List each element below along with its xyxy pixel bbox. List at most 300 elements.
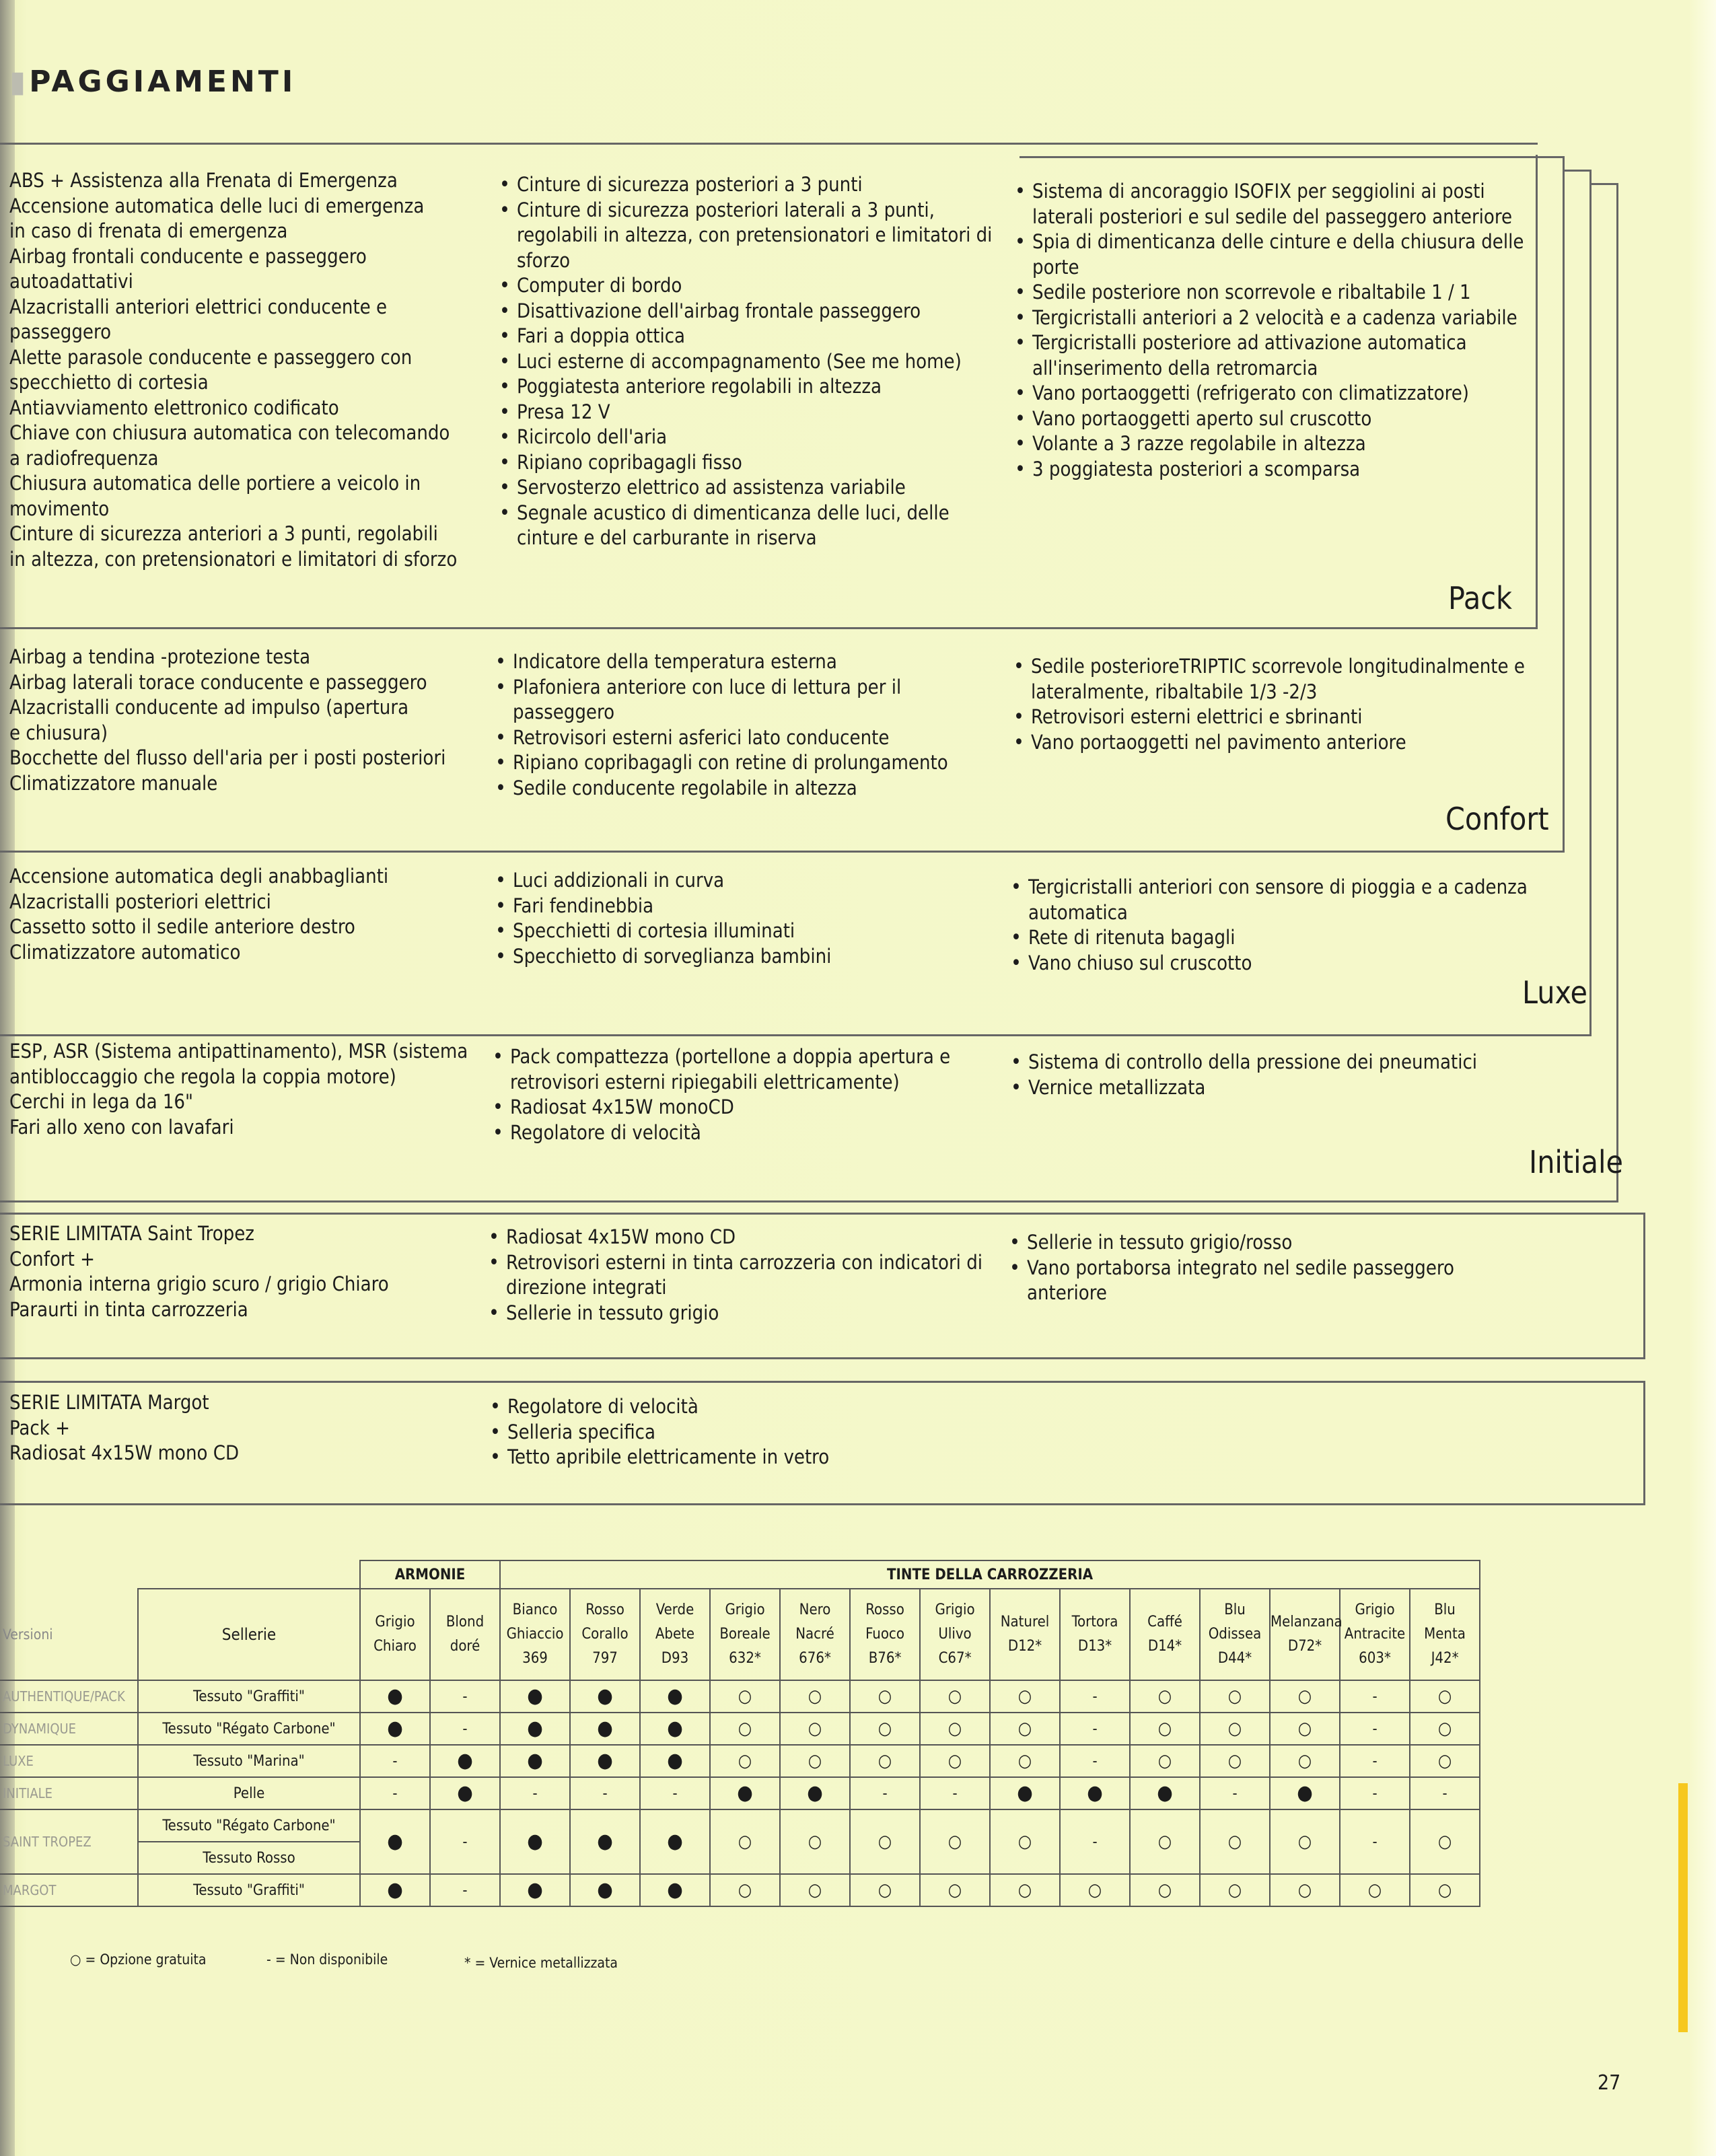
- yellow-tab-marker: [1678, 1783, 1688, 2032]
- equipment-item: • Vano portaoggetti aperto sul cruscotto: [1015, 406, 1526, 432]
- table-row: [0, 1809, 1480, 1842]
- equipment-item: • Vano chiuso sul cruscotto: [1011, 951, 1536, 976]
- optional-circle-icon: ○: [878, 1880, 892, 1900]
- tinta-column-header: Verde Abete D93: [640, 1589, 710, 1680]
- page-edge: [1689, 0, 1716, 2156]
- initiale-bracket-side: [1616, 183, 1618, 1202]
- optional-circle-icon: ○: [808, 1686, 822, 1706]
- unavailable-dash-icon: -: [602, 1785, 608, 1802]
- equipment-item: • Tergicristalli posteriore ad attivazione automatica all'inserimento della retromarcia: [1015, 330, 1526, 381]
- availability-cell: [780, 1777, 850, 1809]
- availability-cell: [1130, 1745, 1200, 1777]
- availability-cell: [1340, 1874, 1410, 1906]
- unavailable-dash-icon: -: [1232, 1785, 1238, 1802]
- pack-bracket-top: [0, 143, 1538, 145]
- equipment-line: Alzacristalli posteriori elettrici: [9, 890, 271, 913]
- equipment-item: • Vano portaborsa integrato nel sedile passeggero anteriore: [1009, 1256, 1534, 1306]
- equipment-line: Alette parasole conducente e passeggero con: [9, 345, 413, 369]
- equipment-line: autoadattativi: [9, 270, 133, 293]
- equipment-line: Armonia interna grigio scuro / grigio Chiaro: [9, 1272, 389, 1295]
- unavailable-dash-icon: -: [1372, 1785, 1378, 1802]
- optional-circle-icon: ○: [1017, 1751, 1032, 1771]
- availability-cell: [360, 1713, 430, 1745]
- standard-dot-icon: ●: [597, 1749, 613, 1772]
- optional-circle-icon: ○: [948, 1719, 962, 1739]
- optional-circle-icon: ○: [948, 1832, 962, 1852]
- tinta-column-header: Naturel D12*: [990, 1589, 1060, 1680]
- equipment-line: Pack +: [9, 1416, 71, 1439]
- tinta-column-header: Rosso Fuoco B76*: [850, 1589, 920, 1680]
- equipment-line: e chiusura): [9, 721, 108, 744]
- availability-cell: [360, 1809, 430, 1874]
- optional-circle-icon: ○: [1297, 1832, 1312, 1852]
- availability-cell: [710, 1809, 780, 1874]
- optional-circle-icon: ○: [1297, 1751, 1312, 1771]
- standard-dot-icon: ●: [1157, 1781, 1173, 1805]
- sellerie-cell: Tessuto "Régato Carbone": [138, 1809, 360, 1842]
- equipment-item: • Sellerie in tessuto grigio: [489, 1301, 987, 1326]
- confort-bracket-top: [1020, 156, 1565, 158]
- availability-cell: [1200, 1777, 1270, 1809]
- tinta-column-header: Grigio Antracite 603*: [1340, 1589, 1410, 1680]
- unavailable-dash-icon: -: [672, 1785, 678, 1802]
- sellerie-cell: Tessuto "Marina": [138, 1745, 360, 1777]
- availability-cell: [1340, 1713, 1410, 1745]
- availability-cell: [1060, 1777, 1130, 1809]
- version-cell: AUTHENTIQUE/PACK: [0, 1680, 138, 1713]
- availability-cell: [640, 1680, 710, 1713]
- sellerie-cell: Tessuto "Régato Carbone": [138, 1713, 360, 1745]
- optional-circle-icon: ○: [808, 1880, 822, 1900]
- availability-cell: [500, 1809, 570, 1874]
- equipment-item: • Radiosat 4x15W mono CD: [489, 1225, 987, 1250]
- group-armonie-header: ARMONIE: [360, 1560, 500, 1589]
- availability-cell: [1200, 1745, 1270, 1777]
- unavailable-dash-icon: -: [462, 1688, 468, 1705]
- optional-circle-icon: ○: [738, 1832, 752, 1852]
- availability-cell: [990, 1874, 1060, 1906]
- optional-circle-icon: ○: [948, 1880, 962, 1900]
- standard-dot-icon: ●: [1017, 1781, 1033, 1805]
- availability-cell: [1130, 1809, 1200, 1874]
- table-row: [0, 1777, 1480, 1809]
- standard-dot-icon: ●: [667, 1717, 683, 1740]
- equipment-line: passeggero: [9, 320, 112, 343]
- optional-circle-icon: ○: [1017, 1719, 1032, 1739]
- unavailable-dash-icon: -: [1092, 1753, 1098, 1770]
- optional-circle-icon: ○: [738, 1880, 752, 1900]
- availability-cell: [640, 1777, 710, 1809]
- availability-cell: [850, 1874, 920, 1906]
- optional-circle-icon: ○: [1297, 1719, 1312, 1739]
- availability-cell: [990, 1809, 1060, 1874]
- equipment-line: Antiavviamento elettronico codificato: [9, 396, 339, 419]
- availability-cell: [570, 1874, 640, 1906]
- optional-circle-icon: ○: [948, 1751, 962, 1771]
- equipment-item: • Vernice metallizzata: [1011, 1075, 1536, 1101]
- luxe-bracket-top: [1565, 170, 1592, 172]
- luxe-label: Luxe: [1522, 974, 1588, 1011]
- saint-tropez-middle-column: [489, 1225, 987, 1326]
- sellerie-header: Sellerie: [138, 1589, 360, 1680]
- availability-cell: [1340, 1809, 1410, 1874]
- availability-cell: [920, 1680, 990, 1713]
- equipment-line: a radiofrequenza: [9, 446, 159, 470]
- saint-tropez-left-column: [9, 1221, 480, 1322]
- availability-cell: [570, 1777, 640, 1809]
- standard-dot-icon: ●: [527, 1878, 543, 1902]
- availability-cell: [920, 1809, 990, 1874]
- availability-cell: [1130, 1713, 1200, 1745]
- availability-cell: [1130, 1777, 1200, 1809]
- availability-cell: [500, 1713, 570, 1745]
- optional-circle-icon: ○: [738, 1686, 752, 1706]
- optional-circle-icon: ○: [1017, 1686, 1032, 1706]
- equipment-line: Accensione automatica delle luci di emergenza: [9, 194, 425, 217]
- colors-table: [0, 1560, 1480, 1907]
- standard-dot-icon: ●: [527, 1749, 543, 1772]
- confort-label: Confort: [1445, 801, 1549, 837]
- equipment-item: • Segnale acustico di dimenticanza delle luci, delle cinture e del carburante in riserva: [499, 501, 997, 551]
- equipment-item: • Fari a doppia ottica: [499, 324, 997, 349]
- equipment-item: • Cinture di sicurezza posteriori a 3 punti: [499, 172, 997, 198]
- margot-box-bottom: [0, 1503, 1645, 1505]
- availability-cell: [1410, 1777, 1480, 1809]
- standard-dot-icon: ●: [387, 1878, 403, 1902]
- equipment-item: • Tetto apribile elettricamente in vetro: [490, 1445, 988, 1470]
- unavailable-dash-icon: -: [1372, 1834, 1378, 1850]
- equipment-line: Airbag laterali torace conducente e passeggero: [9, 670, 427, 694]
- equipment-item: • Sistema di ancoraggio ISOFIX per seggiolini ai posti laterali posteriori e sul sedile del passeggero anteriore: [1015, 179, 1526, 229]
- availability-cell: [570, 1809, 640, 1874]
- availability-cell: [1340, 1745, 1410, 1777]
- tinta-column-header: Nero Nacré 676*: [780, 1589, 850, 1680]
- confort-bracket-side: [1563, 156, 1565, 853]
- unavailable-dash-icon: -: [462, 1834, 468, 1850]
- equipment-line: Climatizzatore automatico: [9, 940, 241, 964]
- availability-cell: [1410, 1809, 1480, 1874]
- availability-cell: [430, 1874, 500, 1906]
- initiale-label: Initiale: [1529, 1144, 1623, 1180]
- availability-cell: [1060, 1874, 1130, 1906]
- availability-cell: [710, 1777, 780, 1809]
- availability-cell: [1410, 1680, 1480, 1713]
- sellerie-cell: Tessuto "Graffiti": [138, 1680, 360, 1713]
- standard-dot-icon: ●: [1087, 1781, 1103, 1805]
- availability-cell: [640, 1745, 710, 1777]
- availability-cell: [1410, 1874, 1480, 1906]
- unavailable-dash-icon: -: [532, 1785, 538, 1802]
- equipment-line: Cinture di sicurezza anteriori a 3 punti, regolabili: [9, 522, 438, 545]
- equipment-line: Accensione automatica degli anabbaglianti: [9, 865, 389, 888]
- optional-circle-icon: ○: [1017, 1880, 1032, 1900]
- availability-cell: [710, 1680, 780, 1713]
- equipment-line: Paraurti in tinta carrozzeria: [9, 1297, 248, 1321]
- equipment-line: Alzacristalli conducente ad impulso (apertura: [9, 696, 409, 719]
- availability-cell: [430, 1713, 500, 1745]
- availability-cell: [1200, 1713, 1270, 1745]
- unavailable-dash-icon: -: [882, 1785, 888, 1802]
- pack-bracket-side: [1536, 155, 1538, 629]
- availability-cell: [780, 1745, 850, 1777]
- equipment-line: in caso di frenata di emergenza: [9, 219, 288, 242]
- standard-dot-icon: ●: [1297, 1781, 1313, 1805]
- equipment-item: • Luci addizionali in curva: [495, 868, 993, 894]
- tinta-column-header: Melanzana D72*: [1270, 1589, 1340, 1680]
- unavailable-dash-icon: -: [1092, 1688, 1098, 1705]
- equipment-item: • Volante a 3 razze regolabile in altezza: [1015, 431, 1526, 457]
- equipment-item: • Poggiatesta anteriore regolabili in altezza: [499, 374, 997, 400]
- standard-dot-icon: ●: [387, 1830, 403, 1853]
- tinta-column-header: Grigio Ulivo C67*: [920, 1589, 990, 1680]
- equipment-item: • Ripiano copribagagli con retine di prolungamento: [495, 750, 993, 776]
- equipment-item: • Retrovisori esterni in tinta carrozzeria con indicatori di direzione integrati: [489, 1250, 987, 1301]
- standard-dot-icon: ●: [597, 1830, 613, 1853]
- optional-circle-icon: ○: [878, 1751, 892, 1771]
- availability-cell: [1060, 1680, 1130, 1713]
- availability-cell: [360, 1777, 430, 1809]
- equipment-item: • Tergicristalli anteriori con sensore di pioggia e a cadenza automatica: [1011, 875, 1536, 925]
- optional-circle-icon: ○: [878, 1719, 892, 1739]
- confort-middle-column: [495, 649, 993, 801]
- luxe-left-column: [9, 864, 480, 965]
- equipment-item: • Radiosat 4x15W monoCD: [493, 1095, 991, 1120]
- equipment-item: • Specchietti di cortesia illuminati: [495, 919, 993, 944]
- equipment-item: • Indicatore della temperatura esterna: [495, 649, 993, 675]
- tinta-column-header: Bianco Ghiaccio 369: [500, 1589, 570, 1680]
- optional-circle-icon: ○: [1227, 1880, 1242, 1900]
- equipment-line: SERIE LIMITATA Saint Tropez: [9, 1222, 255, 1245]
- availability-cell: [1130, 1680, 1200, 1713]
- optional-circle-icon: ○: [1157, 1719, 1172, 1739]
- availability-cell: [1060, 1745, 1130, 1777]
- standard-dot-icon: ●: [737, 1781, 753, 1805]
- standard-dot-icon: ●: [387, 1717, 403, 1740]
- equipment-line: Cerchi in lega da 16": [9, 1090, 194, 1113]
- equipment-item: • Luci esterne di accompagnamento (See me home): [499, 349, 997, 375]
- availability-cell: [500, 1680, 570, 1713]
- pack-bracket-bottom: [0, 627, 1538, 629]
- availability-cell: [1410, 1745, 1480, 1777]
- standard-dot-icon: ●: [667, 1749, 683, 1772]
- availability-cell: [500, 1745, 570, 1777]
- equipment-line: Chiave con chiusura automatica con telecomando: [9, 421, 450, 444]
- unavailable-dash-icon: -: [392, 1753, 398, 1770]
- equipment-item: • Ripiano copribagagli fisso: [499, 450, 997, 476]
- availability-cell: [1130, 1874, 1200, 1906]
- availability-cell: [1270, 1777, 1340, 1809]
- standard-dot-icon: ●: [667, 1684, 683, 1708]
- initiale-right-column: [1011, 1050, 1536, 1100]
- armonia-column-header: Blond doré: [430, 1589, 500, 1680]
- equipment-item: • Retrovisori esterni elettrici e sbrinanti: [1013, 705, 1538, 730]
- equipment-item: • Sedile conducente regolabile in altezza: [495, 776, 993, 801]
- equipment-line: Airbag a tendina -protezione testa: [9, 645, 311, 668]
- saint-tropez-right-column: [1009, 1230, 1534, 1306]
- optional-circle-icon: ○: [738, 1751, 752, 1771]
- unavailable-dash-icon: -: [392, 1785, 398, 1802]
- unavailable-dash-icon: -: [462, 1882, 468, 1899]
- equipment-item: • Computer di bordo: [499, 273, 997, 299]
- equipment-item: • Rete di ritenuta bagagli: [1011, 925, 1536, 951]
- confort-left-column: [9, 645, 480, 796]
- optional-circle-icon: ○: [1157, 1751, 1172, 1771]
- equipment-line: Alzacristalli anteriori elettrici conducente e: [9, 295, 388, 318]
- availability-cell: [1340, 1777, 1410, 1809]
- availability-cell: [710, 1745, 780, 1777]
- availability-cell: [990, 1777, 1060, 1809]
- availability-cell: [850, 1745, 920, 1777]
- optional-circle-icon: ○: [1157, 1832, 1172, 1852]
- equipment-item: • Sistema di controllo della pressione dei pneumatici: [1011, 1050, 1536, 1075]
- equipment-item: • Ricircolo dell'aria: [499, 425, 997, 450]
- standard-dot-icon: ●: [667, 1830, 683, 1853]
- availability-cell: [920, 1777, 990, 1809]
- legend-unavailable: - = Non disponibile: [266, 1951, 388, 1968]
- optional-circle-icon: ○: [1157, 1880, 1172, 1900]
- availability-cell: [990, 1713, 1060, 1745]
- availability-cell: [1200, 1874, 1270, 1906]
- optional-circle-icon: ○: [738, 1719, 752, 1739]
- availability-cell: [360, 1874, 430, 1906]
- table-row: [0, 1713, 1480, 1745]
- equipment-line: antibloccaggio che regola la coppia motore): [9, 1065, 396, 1088]
- unavailable-dash-icon: -: [1372, 1721, 1378, 1737]
- margot-left-column: [9, 1390, 480, 1466]
- header-blank: [0, 1560, 138, 1589]
- optional-circle-icon: ○: [878, 1686, 892, 1706]
- optional-circle-icon: ○: [1227, 1751, 1242, 1771]
- availability-cell: [570, 1680, 640, 1713]
- tinta-column-header: Grigio Boreale 632*: [710, 1589, 780, 1680]
- standard-dot-icon: ●: [387, 1684, 403, 1708]
- initiale-bracket-bottom: [0, 1200, 1618, 1202]
- confort-right-column: [1013, 654, 1538, 755]
- equipment-item: • Retrovisori esterni asferici lato conducente: [495, 725, 993, 751]
- version-cell: INITIALE: [0, 1777, 138, 1809]
- optional-circle-icon: ○: [948, 1686, 962, 1706]
- availability-cell: [640, 1874, 710, 1906]
- luxe-bracket-side: [1589, 170, 1592, 1036]
- initiale-bracket-top: [1592, 183, 1618, 185]
- table-row: [0, 1745, 1480, 1777]
- availability-cell: [640, 1809, 710, 1874]
- availability-cell: [850, 1809, 920, 1874]
- equipment-item: • Disattivazione dell'airbag frontale passeggero: [499, 299, 997, 324]
- availability-cell: [360, 1745, 430, 1777]
- equipment-line: Airbag frontali conducente e passeggero: [9, 244, 367, 268]
- equipment-item: • Presa 12 V: [499, 400, 997, 425]
- standard-dot-icon: ●: [597, 1878, 613, 1902]
- equipment-line: Radiosat 4x15W mono CD: [9, 1441, 240, 1464]
- unavailable-dash-icon: -: [952, 1785, 958, 1802]
- unavailable-dash-icon: -: [1442, 1785, 1447, 1802]
- optional-circle-icon: ○: [1227, 1719, 1242, 1739]
- initiale-left-column: [9, 1039, 480, 1140]
- group-tinte-header: TINTE DELLA CARROZZERIA: [500, 1560, 1480, 1589]
- page-title: ▮PAGGIAMENTI: [9, 65, 297, 99]
- availability-cell: [920, 1713, 990, 1745]
- availability-cell: [500, 1874, 570, 1906]
- unavailable-dash-icon: -: [1372, 1753, 1378, 1770]
- optional-circle-icon: ○: [1227, 1832, 1242, 1852]
- availability-cell: [780, 1874, 850, 1906]
- availability-cell: [360, 1680, 430, 1713]
- availability-cell: [1200, 1809, 1270, 1874]
- availability-cell: [430, 1809, 500, 1874]
- equipment-item: • Plafoniera anteriore con luce di lettura per il passeggero: [495, 675, 993, 725]
- optional-circle-icon: ○: [1297, 1686, 1312, 1706]
- equipment-item: • Sedile posteriore non scorrevole e ribaltabile 1 / 1: [1015, 280, 1526, 306]
- equipment-item: • Tergicristalli anteriori a 2 velocità e a cadenza variabile: [1015, 306, 1526, 331]
- table-row: [0, 1680, 1480, 1713]
- equipment-line: ABS + Assistenza alla Frenata di Emergenza: [9, 169, 398, 192]
- unavailable-dash-icon: -: [1372, 1688, 1378, 1705]
- unavailable-dash-icon: -: [1092, 1834, 1098, 1850]
- availability-cell: [570, 1713, 640, 1745]
- availability-cell: [780, 1680, 850, 1713]
- margot-box-top: [0, 1381, 1645, 1383]
- optional-circle-icon: ○: [1437, 1880, 1452, 1900]
- standard-dot-icon: ●: [527, 1830, 543, 1853]
- optional-circle-icon: ○: [1367, 1880, 1382, 1900]
- optional-circle-icon: ○: [1297, 1880, 1312, 1900]
- saint-tropez-box-side: [1643, 1213, 1645, 1359]
- equipment-line: in altezza, con pretensionatori e limitatori di sforzo: [9, 547, 458, 571]
- equipment-line: Confort +: [9, 1247, 95, 1270]
- equipment-item: • Spia di dimenticanza delle cinture e della chiusura delle porte: [1015, 229, 1526, 280]
- optional-circle-icon: ○: [1437, 1751, 1452, 1771]
- equipment-line: Climatizzatore manuale: [9, 771, 218, 795]
- table-header-row: [0, 1560, 1480, 1589]
- standard-dot-icon: ●: [667, 1878, 683, 1902]
- sellerie-cell: Tessuto "Graffiti": [138, 1874, 360, 1906]
- standard-dot-icon: ●: [527, 1684, 543, 1708]
- table-subheader-row: [0, 1589, 1480, 1680]
- standard-dot-icon: ●: [527, 1717, 543, 1740]
- page-number: 27: [1598, 2071, 1621, 2095]
- equipment-line: SERIE LIMITATA Margot: [9, 1391, 209, 1414]
- equipment-line: Fari allo xeno con lavafari: [9, 1115, 234, 1139]
- availability-cell: [1340, 1680, 1410, 1713]
- availability-cell: [500, 1777, 570, 1809]
- availability-cell: [920, 1874, 990, 1906]
- equipment-line: movimento: [9, 497, 110, 520]
- equipment-line: ESP, ASR (Sistema antipattinamento), MSR (sistema: [9, 1040, 468, 1063]
- header-blank: [138, 1560, 360, 1589]
- availability-cell: [430, 1777, 500, 1809]
- availability-cell: [640, 1713, 710, 1745]
- sellerie-cell: Tessuto Rosso: [138, 1842, 360, 1874]
- availability-cell: [1410, 1713, 1480, 1745]
- equipment-item: • Servosterzo elettrico ad assistenza variabile: [499, 475, 997, 501]
- initiale-middle-column: [493, 1044, 991, 1145]
- availability-cell: [1270, 1874, 1340, 1906]
- availability-cell: [1270, 1745, 1340, 1777]
- availability-cell: [850, 1680, 920, 1713]
- availability-cell: [1060, 1809, 1130, 1874]
- equipment-line: Bocchette del flusso dell'aria per i posti posteriori: [9, 746, 446, 769]
- optional-circle-icon: ○: [878, 1832, 892, 1852]
- armonia-column-header: Grigio Chiaro: [360, 1589, 430, 1680]
- optional-circle-icon: ○: [1017, 1832, 1032, 1852]
- availability-cell: [1270, 1713, 1340, 1745]
- pack-label: Pack: [1448, 580, 1512, 616]
- version-cell: DYNAMIQUE: [0, 1713, 138, 1745]
- margot-box-side: [1643, 1381, 1645, 1505]
- availability-cell: [920, 1745, 990, 1777]
- standard-dot-icon: ●: [457, 1781, 473, 1805]
